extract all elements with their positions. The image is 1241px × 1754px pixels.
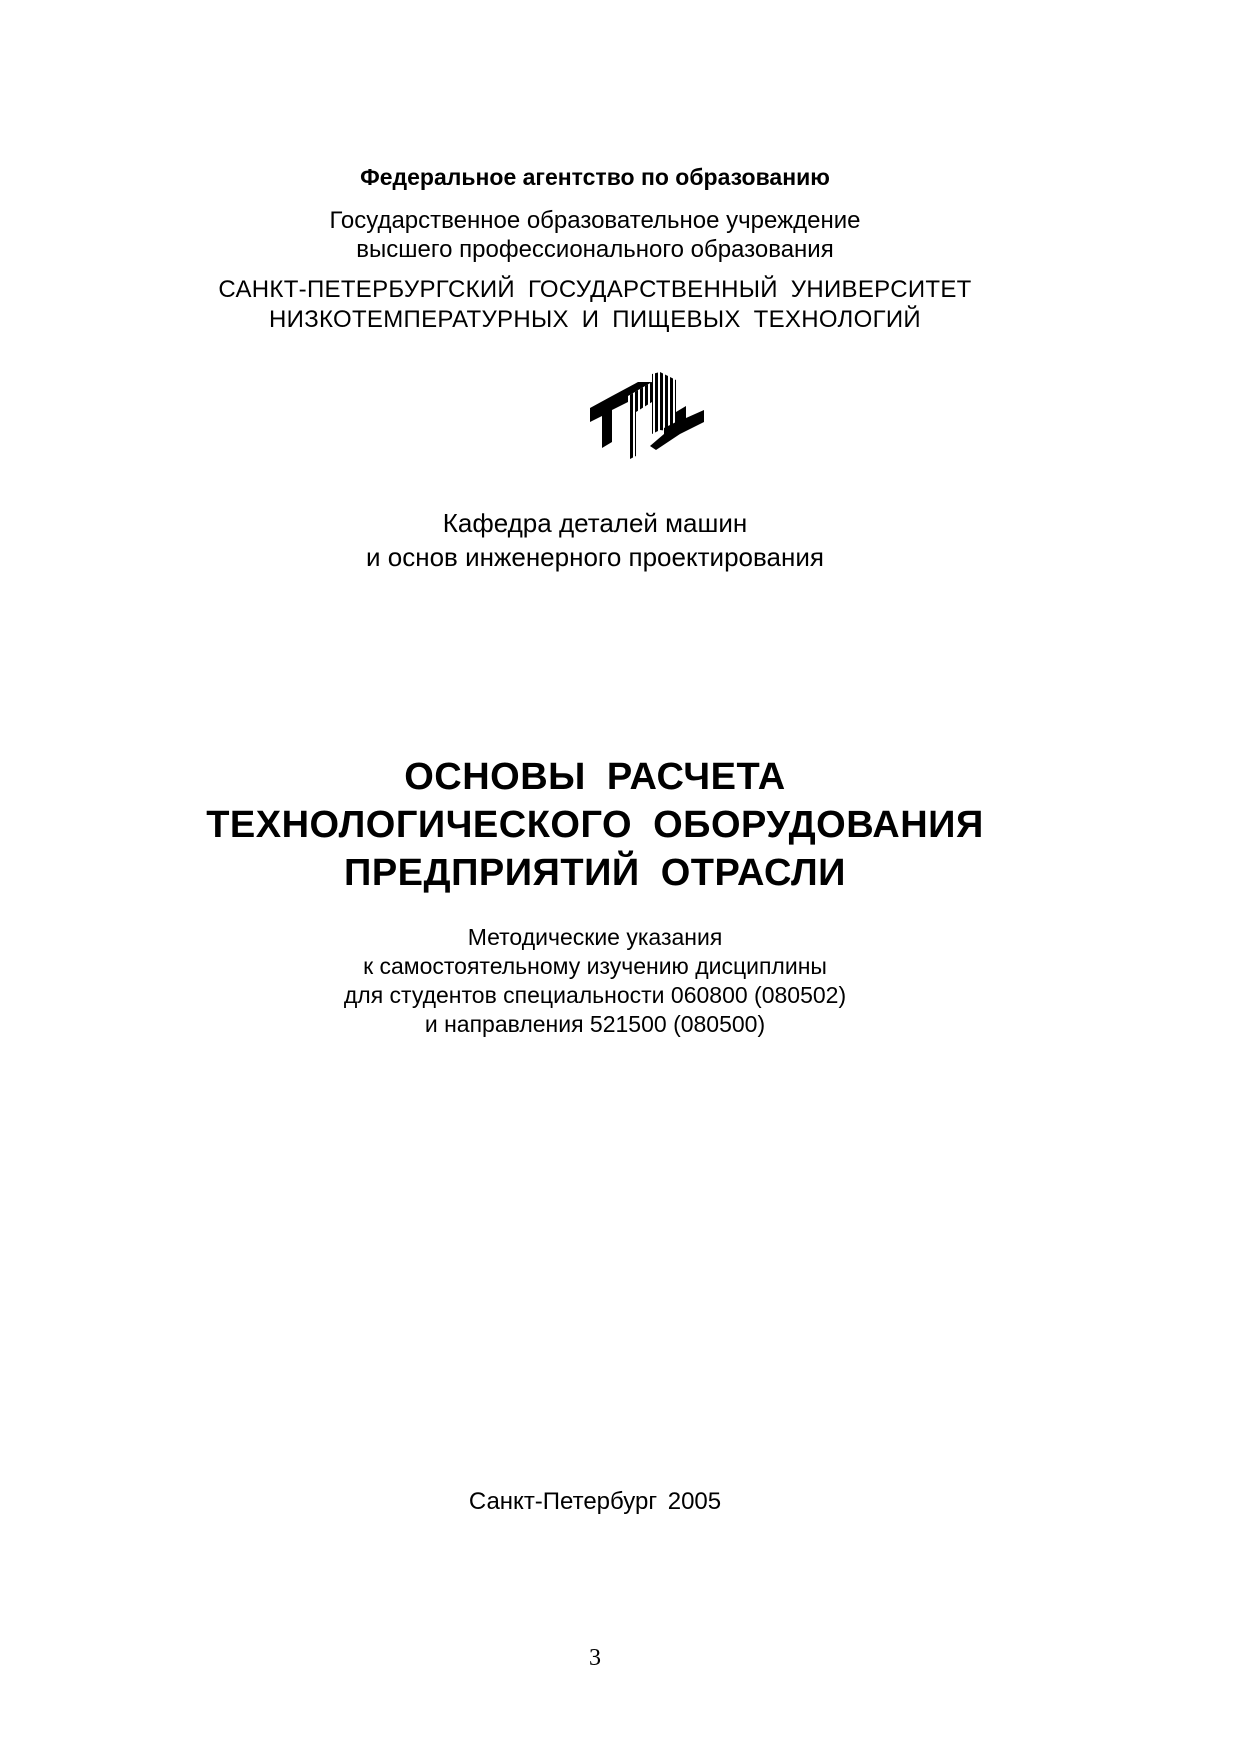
institution-line-1: Государственное образовательное учреждение <box>329 207 861 234</box>
subtitle-line-3: для студентов специальности 060800 (080502) <box>343 982 847 1008</box>
institution-line-2: высшего профессионального образования <box>356 236 834 263</box>
department-line-1: Кафедра деталей машин <box>442 508 748 538</box>
subtitle-line-1: Методические указания <box>467 924 723 950</box>
university-emblem-icon <box>590 372 704 460</box>
university-name-line-1: САНКТ-ПЕТЕРБУРГСКИЙ ГОСУДАРСТВЕННЫЙ УНИВЕРСИТЕТ <box>218 276 972 303</box>
page-number: 3 <box>589 1645 601 1671</box>
subtitle-line-2: к самостоятельному изучению дисциплины <box>363 953 827 979</box>
university-name-line-2: НИЗКОТЕМПЕРАТУРНЫХ И ПИЩЕВЫХ ТЕХНОЛОГИЙ <box>269 306 921 333</box>
city-year: Санкт-Петербург 2005 <box>468 1488 722 1515</box>
document-title-line-3: ПРЕДПРИЯТИЙ ОТРАСЛИ <box>344 852 846 894</box>
document-title-line-1: ОСНОВЫ РАСЧЕТА <box>404 756 786 798</box>
agency-name: Федеральное агентство по образованию <box>360 164 830 190</box>
department-line-2: и основ инженерного проектирования <box>366 542 824 572</box>
document-title-line-2: ТЕХНОЛОГИЧЕСКОГО ОБОРУДОВАНИЯ <box>206 804 984 846</box>
subtitle-line-4: и направления 521500 (080500) <box>424 1011 766 1037</box>
